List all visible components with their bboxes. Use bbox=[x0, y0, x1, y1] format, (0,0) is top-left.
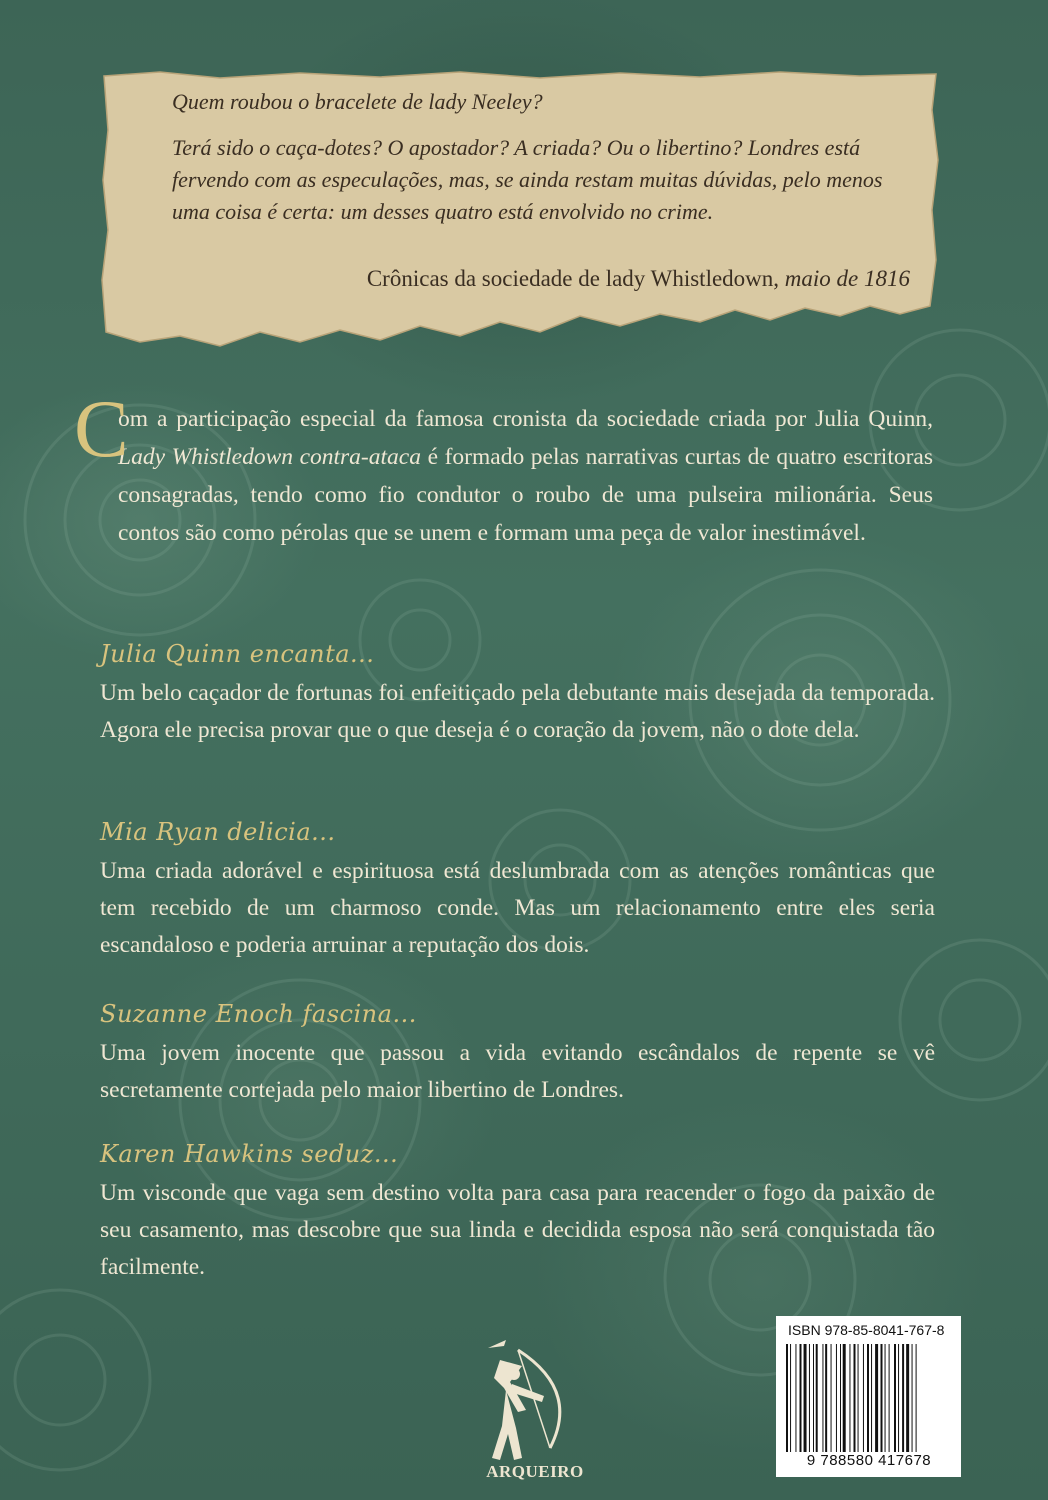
barcode-bar bbox=[881, 1344, 883, 1452]
barcode-bar bbox=[898, 1344, 899, 1452]
barcode-bar bbox=[906, 1344, 909, 1452]
barcode-bar bbox=[813, 1344, 814, 1452]
intro-paragraph bbox=[74, 383, 933, 552]
barcode-bar bbox=[863, 1344, 864, 1452]
barcode-bar bbox=[889, 1344, 890, 1452]
barcode-bar bbox=[809, 1344, 810, 1452]
credit-date: maio de 1816 bbox=[784, 266, 910, 291]
blurb-suzanne-enoch: Uma jovem inocente que passou a vida evitando escândalos de repente se vê secretamente cortejada pelo maior libertino de Londres. bbox=[100, 1040, 935, 1103]
barcode-bar bbox=[800, 1344, 802, 1452]
quote-credit bbox=[270, 266, 910, 292]
barcode-bar bbox=[840, 1344, 841, 1452]
barcode-bar bbox=[816, 1344, 818, 1452]
author-heading-suzanne-enoch: Suzanne Enoch fascina... bbox=[100, 1000, 417, 1028]
author-heading-karen-hawkins: Karen Hawkins seduz... bbox=[100, 1140, 399, 1168]
barcode-bar bbox=[795, 1344, 796, 1452]
quote-body: Terá sido o caça-dotes? O apostador? A criada? Ou o libertino? Londres está fervendo com as especulações, mas, se ainda restam muitas dúvidas, pelo menos uma coisa é certa: um desses quatro está envolvido no crime. bbox=[172, 135, 883, 224]
archer-icon bbox=[480, 1330, 590, 1480]
blurb-karen-hawkins: Um visconde que vaga sem destino volta para casa para reacender o fogo da paixão de seu casamento, mas descobre que sua linda e decidida esposa não será conquistada tão facilmente. bbox=[100, 1180, 935, 1280]
barcode-bar bbox=[871, 1344, 872, 1452]
blurb-mia-ryan: Uma criada adorável e espirituosa está deslumbrada com as atenções românticas que tem recebido de um charmoso conde. Mas um relacionamento entre eles seria escandaloso e poderia arruinar a reputação dos dois. bbox=[100, 858, 935, 958]
barcode-bar bbox=[875, 1344, 878, 1452]
isbn-barcode bbox=[776, 1316, 961, 1477]
barcode-bar bbox=[885, 1344, 886, 1452]
barcode-bar bbox=[854, 1344, 856, 1452]
barcode-bar bbox=[843, 1344, 846, 1452]
intro-text-end: é formado pelas narrativas curtas de quatro escritoras consagradas, tendo como fio condutor o roubo de uma pulseira milionária. Seus contos são como pérolas que se unem e formam uma peça de valor inestimável. bbox=[118, 444, 933, 546]
isbn-digits: 9 788580 417678 bbox=[806, 1452, 932, 1469]
author-heading-mia-ryan: Mia Ryan delicia... bbox=[100, 818, 336, 846]
drop-cap: C bbox=[74, 383, 129, 474]
quote-question: Quem roubou o bracelete de lady Neeley? bbox=[172, 89, 543, 114]
credit-source: Crônicas da sociedade de lady Whistledown, bbox=[366, 266, 780, 291]
barcode-bar bbox=[804, 1344, 807, 1452]
book-title: Lady Whistledown contra-ataca bbox=[118, 444, 421, 470]
barcode-bar bbox=[831, 1344, 832, 1452]
barcode-bar bbox=[825, 1344, 827, 1452]
barcode-bars bbox=[786, 1344, 951, 1452]
author-heading-julia-quinn: Julia Quinn encanta... bbox=[100, 640, 375, 668]
barcode-bar bbox=[867, 1344, 869, 1452]
isbn-label: ISBN 978-85-8041-767-8 bbox=[788, 1322, 945, 1338]
barcode-bar bbox=[912, 1344, 913, 1452]
barcode-bar bbox=[786, 1344, 788, 1452]
barcode-bar bbox=[836, 1344, 837, 1452]
barcode-bar bbox=[849, 1344, 850, 1452]
intro-text-start: om a participação especial da famosa cronista da sociedade criada por Julia Quinn, bbox=[118, 406, 933, 432]
publisher-logo-text: ARQUEIRO bbox=[486, 1462, 584, 1481]
blurb-julia-quinn: Um belo caçador de fortunas foi enfeitiçado pela debutante mais desejada da temporada. Agora ele precisa provar que o que deseja é o coração da jovem, não o dote dela. bbox=[100, 680, 935, 743]
barcode-bar bbox=[894, 1344, 896, 1452]
barcode-bar bbox=[822, 1344, 823, 1452]
barcode-bar bbox=[916, 1344, 917, 1452]
parchment-quote bbox=[100, 70, 940, 350]
barcode-bar bbox=[790, 1344, 791, 1452]
barcode-bar bbox=[902, 1344, 904, 1452]
barcode-bar bbox=[858, 1344, 859, 1452]
